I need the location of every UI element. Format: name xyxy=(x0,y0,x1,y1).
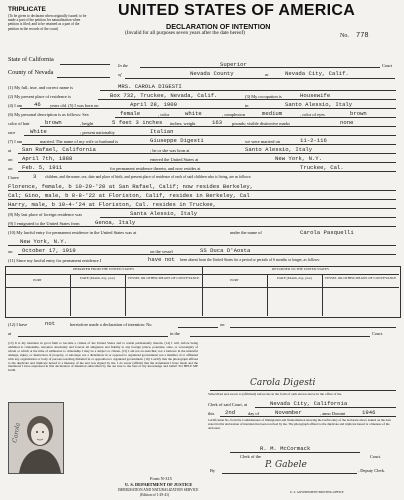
label-children: I have xyxy=(8,175,19,180)
sworn-place: Nevada City, California xyxy=(270,400,348,407)
department-name: U. S. DEPARTMENT OF JUSTICE xyxy=(125,482,193,487)
residence: Box 732, Truckee, Nevada, Calif. xyxy=(110,92,218,99)
deputy-signature: P. Gabele xyxy=(265,460,307,470)
label-spouse-resides: for permanent residence therein, and now resides at xyxy=(110,166,201,171)
label-absence-rest: been absent from the United States for a period or periods of 6 months or longer, as follows: xyxy=(180,258,321,262)
entry-name: Carola Pasquelli xyxy=(300,229,354,236)
label-spouse-born-on: on xyxy=(8,157,13,162)
label-by: By xyxy=(210,468,216,473)
service-name: IMMIGRATION AND NATURALIZATION SERVICE xyxy=(118,488,199,492)
portrait-image xyxy=(9,403,63,473)
last-residence: Santa Alessio, Italy xyxy=(130,210,198,217)
label-nationality: ; present nationality xyxy=(80,130,115,135)
label-married-at: at xyxy=(8,148,12,153)
spouse-entry-date: Feb. 5, 1911 xyxy=(22,164,63,171)
label-absence: (11) Since my lawful entry for permanent residence I xyxy=(8,258,102,263)
printer-note: U. S. GOVERNMENT PRINTING OFFICE xyxy=(290,490,344,494)
label-marks: pounds; visible distinctive marks xyxy=(232,121,290,126)
label-age: (4) I am xyxy=(8,103,23,108)
table-returned-header: RETURNED TO THE UNITED STATES xyxy=(272,267,329,271)
label-last-residence: (8) My last place of foreign residence was xyxy=(8,212,83,217)
table-departed-header: DEPARTED FROM THE UNITED STATES xyxy=(72,267,135,271)
table-vessel-header: VESSEL OR OTHER MEANS OF CONVEYANCE xyxy=(127,276,200,280)
venue-county: County of Nevada xyxy=(8,69,54,76)
label-spouse-name: married. The name of my wife or husband is xyxy=(40,139,119,144)
race: White xyxy=(30,128,47,135)
table-date-header-return: DATE (Month, day, year) xyxy=(277,276,312,280)
distinctive-marks: none xyxy=(340,119,354,126)
child-2: Cal; Gino, male, b 8-8-'22 at Floriston, Calif, resides in Berkeley, Cal xyxy=(8,192,250,199)
label-height: , height xyxy=(80,121,94,126)
of-label: of xyxy=(118,72,122,77)
child-1: Florence, female, b 10-29-'20 at San Rafael, Calif; now resides Berkeley, xyxy=(8,183,254,190)
marriage-date: 11-2-116 xyxy=(300,137,327,144)
declarant-photo xyxy=(8,402,64,474)
weight: 163 xyxy=(212,119,223,126)
birth-date: April 28, 1900 xyxy=(130,101,177,108)
label-race: race xyxy=(8,130,16,135)
label-hair: color of hair xyxy=(8,121,30,126)
label-full-name: (1) My full, true, and correct name is xyxy=(8,85,73,90)
edition-note: (Edition of 1-29-41) xyxy=(140,493,170,497)
label-vessel: on the vessel xyxy=(150,249,173,254)
marriage-place: San Rafael, California xyxy=(22,146,96,153)
hair-color: brown xyxy=(45,119,62,126)
table-port-header: PORT xyxy=(33,278,42,282)
label-spouse-born-at: ; he or she was born at xyxy=(150,148,190,153)
color: white xyxy=(185,110,202,117)
sex: female xyxy=(120,110,141,117)
label-anno: , anno Domini xyxy=(320,411,346,416)
table-vessel-header-return: VESSEL OR OTHER MEANS OF CONVEYANCE xyxy=(324,276,397,280)
table-port-header-return: PORT xyxy=(230,278,239,282)
child-3: Harry, male, b 10-4-'24 at Floriston, Cal. resides in Truckee, xyxy=(8,201,217,208)
invalid-note: (Invalid for all purposes seven years after the date hereof) xyxy=(125,30,245,36)
label-day-of: day of xyxy=(248,411,260,416)
emigrated-from: Genoa, Italy xyxy=(95,219,136,226)
label-prior-declaration-rest: heretofore made a declaration of intention: No. xyxy=(70,322,153,327)
label-prior-on: on xyxy=(220,322,225,327)
absence-status: have not xyxy=(148,256,175,263)
label-cert: Certification No. xyxy=(208,418,230,422)
prior-declaration-status: not xyxy=(45,320,56,327)
nationality: Italian xyxy=(150,128,174,135)
in-the-label: In the xyxy=(118,63,129,68)
form-title: UNITED STATES OF AMERICA xyxy=(118,2,356,19)
form-subtitle: DECLARATION OF INTENTION xyxy=(166,22,271,31)
clerk-name: R. M. McCormack xyxy=(260,445,311,452)
complexion: medium xyxy=(262,110,283,117)
label-prior-declaration: (12) I have xyxy=(8,322,28,327)
label-born-on: years old. (5) I was born on xyxy=(50,103,99,108)
form-code: Form N-315 xyxy=(150,476,172,481)
oath-text: (13) It is my intention in good faith to become a citizen of the United States and to reside permanently therein. (14) I will, before being admitted to citizenship, renounce absolutely and forever all allegiance and fidelity to any foreign prince, potentate, state, or sovereignty of whom or which at the time of admission to citizenship I may be a subject or citizen. (15) I am not an anarchist; nor a believer in the unlawful damage, injury, or destruction of property, or sabotage; nor a disbeliever in or opposed to organized government; nor a member of or affiliated with any organization or body of persons teaching disbelief in or opposition to organized government. (16) I certify that the photograph affixed to the duplicate and triplicate hereof is a likeness of me and was signed by me. I do swear (affirm) that the statements I have made and the intentions I have expressed in this declaration of intention subscribed by me are true to the best of my knowledge and belief: SO HELP ME GOD. xyxy=(8,341,198,373)
spouse-name: Giuseppe Digesti xyxy=(150,137,204,144)
at-label: at xyxy=(265,72,269,77)
spouse-entry-port: New York, N.Y. xyxy=(275,155,322,162)
label-married: (7) I am xyxy=(8,139,23,144)
subscribed-text: Subscribed and sworn to (affirmed) before me in the form of oath shown above in the office of the xyxy=(208,392,342,396)
entry-port: New York, N.Y. xyxy=(20,238,67,245)
label-eyes: , color of eyes xyxy=(300,112,325,117)
vessel: SS Duca D'Aosta xyxy=(200,247,251,254)
spouse-birth-date: April 7th, 1888 xyxy=(22,155,73,162)
sworn-month: November xyxy=(275,409,302,416)
label-sex: (6) My personal description is as follows: Sex xyxy=(8,112,89,117)
table-date-header: DATE (Month, day, year) xyxy=(80,276,115,280)
declarant-name: MRS. CAROLA DIGESTI xyxy=(118,83,182,90)
label-complexion: , complexion xyxy=(222,112,245,117)
label-spouse-entry-on: on xyxy=(8,166,13,171)
spouse-residence: Truckee, Cal. xyxy=(300,164,344,171)
birth-place: Santo Alessio, Italy xyxy=(285,101,353,108)
entry-date: October 17, 1919 xyxy=(22,247,76,254)
form-number-label: No. xyxy=(340,33,349,39)
label-entry-name: under the name of xyxy=(230,230,262,235)
label-prior-at: at xyxy=(8,331,12,336)
spouse-birthplace: Santo Alessio, Italy xyxy=(245,146,313,153)
declarant-signature: Carola Digesti xyxy=(250,378,316,388)
label-color: , color xyxy=(158,112,170,117)
svg-text:Carola: Carola xyxy=(11,422,22,444)
label-entry-date: on xyxy=(8,249,13,254)
label-deputy: , Deputy Clerk. xyxy=(358,468,386,473)
eye-color: brown xyxy=(350,110,367,117)
label-lawful-entry: (10) My lawful entry for permanent residence in the United States was at xyxy=(8,230,137,235)
label-clerk-of: Clerk of the xyxy=(240,454,261,459)
height: 5 feet 3 inches xyxy=(112,119,163,126)
venue-state: State of California xyxy=(8,56,54,63)
label-this: this xyxy=(208,411,215,416)
label-residence: (2) My present place of residence is xyxy=(8,94,71,99)
label-prior-in-the: in the xyxy=(170,331,180,336)
occupation: Housewife xyxy=(300,92,331,99)
label-born-in: in xyxy=(245,103,249,108)
label-spouse-entered: entered the United States at xyxy=(150,157,199,162)
court-name: Nevada County xyxy=(190,70,234,77)
label-weight: inches; weight xyxy=(170,121,196,126)
triplicate-label: TRIPLICATE xyxy=(8,6,46,13)
certification-text xyxy=(208,419,396,430)
label-married-on: we were married on xyxy=(245,139,280,144)
form-number: 778 xyxy=(356,32,369,40)
court-type: Superior xyxy=(220,61,247,68)
label-occupation: (3) My occupation is xyxy=(245,94,282,99)
children-count: 3 xyxy=(33,173,37,180)
certification-rest: from the Commissioner of Immigration and Naturalization showing the lawful entry of the declarant above named on the date stated in this declaration of intention has been received by me. The photograph affixed to the duplicate and triplicate hereof is a likeness of the declarant. xyxy=(208,418,391,430)
label-children-list: children, and the name, sex, date and place of birth, and present place of residence of each of said children who is living, are as follows: xyxy=(45,175,252,179)
label-court: Court. xyxy=(370,454,382,459)
sworn-day: 2nd xyxy=(225,409,236,416)
label-emigrated: (9) I emigrated to the United States from xyxy=(8,221,80,226)
age: 46 xyxy=(34,101,41,108)
court-place: Nevada City, Calif. xyxy=(285,70,349,77)
sworn-year: 1946 xyxy=(362,409,376,416)
label-clerk-at: Clerk of said Court, at xyxy=(208,402,248,407)
court-label: Court xyxy=(382,63,393,68)
triplicate-note: (To be given to declarant when originally issued; to be made a part of the petition for naturalization when petition is filed; and to be retained as a part of the petition in the records of the court) xyxy=(8,14,87,31)
label-prior-court: Court. xyxy=(372,331,384,336)
